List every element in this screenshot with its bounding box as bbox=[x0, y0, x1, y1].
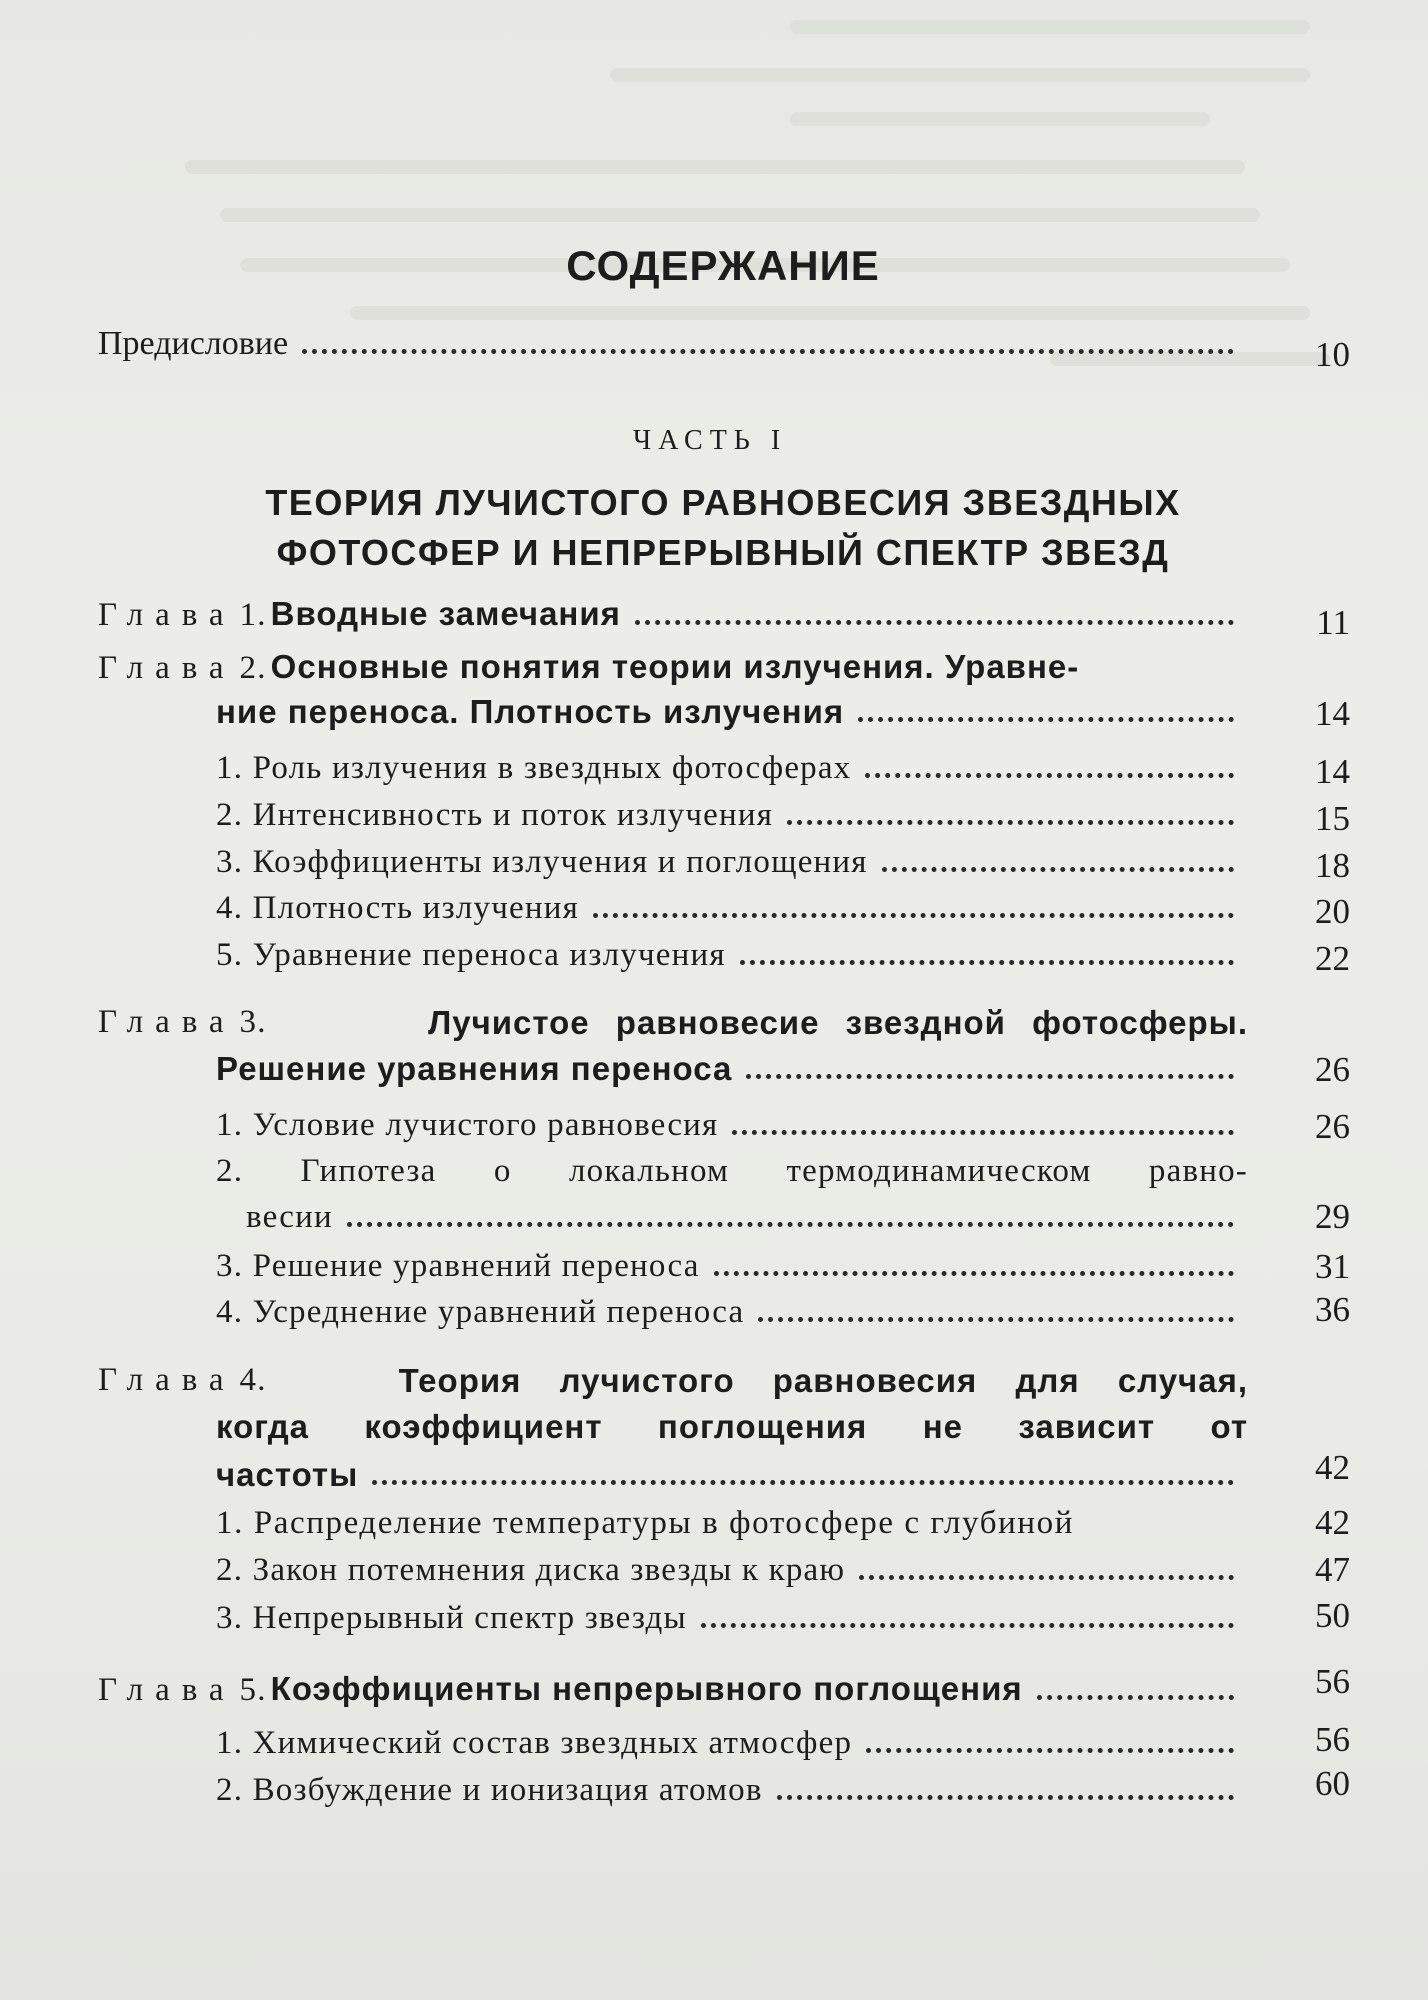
preface-label: Предисловие bbox=[98, 325, 289, 362]
dot-leader bbox=[859, 1575, 1234, 1580]
dot-leader bbox=[746, 1074, 1234, 1079]
chapter-2-line2 bbox=[216, 693, 1248, 731]
chapter-prefix: Глава bbox=[98, 1004, 236, 1040]
dot-leader bbox=[593, 913, 1234, 918]
section-page: 14 bbox=[1315, 752, 1350, 791]
section-title-line1: 2. Гипотеза о локальном термодинамическом равно- bbox=[216, 1153, 1248, 1189]
dot-leader bbox=[732, 1130, 1234, 1135]
dot-leader bbox=[714, 1271, 1234, 1276]
toc-entry-preface bbox=[98, 325, 1248, 363]
toc-section bbox=[216, 1153, 1248, 1190]
chapter-title-line3: частоты bbox=[216, 1456, 359, 1493]
chapter-prefix: Глава bbox=[98, 1672, 236, 1708]
section-page: 36 bbox=[1315, 1290, 1350, 1329]
section-title: 1. Роль излучения в звездных фотосферах bbox=[216, 750, 852, 786]
toc-section bbox=[216, 1772, 1248, 1809]
toc-section bbox=[216, 1600, 1248, 1637]
chapter-title-line2: ние переноса. Плотность излучения bbox=[216, 693, 845, 730]
toc-page bbox=[98, 0, 1348, 2000]
toc-section bbox=[216, 844, 1248, 881]
chapter-title-line2: Решение уравнения переноса bbox=[216, 1050, 733, 1087]
part-title-line2: ФОТОСФЕР И НЕПРЕРЫВНЫЙ СПЕКТР ЗВЕЗД bbox=[276, 532, 1170, 573]
section-page: 50 bbox=[1315, 1596, 1350, 1635]
section-title: 4. Усреднение уравнений переноса bbox=[216, 1294, 745, 1330]
chapter-title-line1: Теория лучистого равновесия для случая, bbox=[398, 1362, 1248, 1399]
toc-section bbox=[216, 1107, 1248, 1144]
section-page: 60 bbox=[1315, 1764, 1350, 1803]
section-title: 3. Коэффициенты излучения и поглощения bbox=[216, 844, 868, 880]
section-title: 2. Закон потемнения диска звезды к краю bbox=[216, 1552, 846, 1588]
toc-section bbox=[216, 1725, 1248, 1762]
toc-section-continuation bbox=[246, 1199, 1248, 1236]
chapter-4-page: 42 bbox=[1315, 1448, 1350, 1487]
chapter-3-line2 bbox=[216, 1050, 1248, 1088]
dot-leader bbox=[1037, 1695, 1234, 1700]
toc-section bbox=[216, 937, 1248, 974]
toc-section bbox=[216, 1552, 1248, 1589]
section-title: 1. Химический состав звездных атмосфер bbox=[216, 1725, 853, 1761]
dot-leader bbox=[635, 620, 1234, 625]
section-page: 47 bbox=[1315, 1550, 1350, 1589]
chapter-number: 5. bbox=[239, 1672, 267, 1708]
section-page: 15 bbox=[1315, 799, 1350, 838]
section-page: 26 bbox=[1315, 1107, 1350, 1146]
page-title: СОДЕРЖАНИЕ bbox=[566, 242, 880, 289]
toc-entry-chapter-4 bbox=[98, 1362, 1248, 1400]
chapter-number: 4. bbox=[239, 1362, 267, 1398]
section-title: 1. Условие лучистого равновесия bbox=[216, 1107, 719, 1143]
toc-entry-chapter-2 bbox=[98, 648, 1248, 687]
dot-leader bbox=[787, 820, 1234, 825]
section-page: 20 bbox=[1315, 892, 1350, 931]
preface-page: 10 bbox=[1315, 335, 1350, 374]
chapter-title: Коэффициенты непрерывного поглощения bbox=[270, 1670, 1023, 1707]
section-title-line2: весии bbox=[246, 1199, 333, 1235]
chapter-4-line3 bbox=[216, 1456, 1248, 1494]
toc-section bbox=[216, 890, 1248, 927]
dot-leader bbox=[758, 1317, 1234, 1322]
section-title: 2. Интенсивность и поток излучения bbox=[216, 797, 774, 833]
section-title: 3. Решение уравнений переноса bbox=[216, 1248, 700, 1284]
section-title: 2. Возбуждение и ионизация атомов bbox=[216, 1772, 763, 1808]
toc-section bbox=[216, 1248, 1248, 1285]
toc-section bbox=[216, 750, 1248, 787]
section-page: 31 bbox=[1315, 1247, 1350, 1286]
chapter-title: Вводные замечания bbox=[270, 595, 621, 632]
chapter-title-line1: Основные понятия теории излучения. Уравне- bbox=[270, 648, 1080, 685]
toc-entry-chapter-1 bbox=[98, 595, 1248, 634]
dot-leader bbox=[740, 960, 1234, 965]
section-page: 42 bbox=[1315, 1503, 1350, 1542]
dot-leader bbox=[882, 867, 1234, 872]
chapter-prefix: Глава bbox=[98, 597, 236, 633]
dot-leader bbox=[865, 773, 1234, 778]
dot-leader bbox=[866, 1748, 1234, 1753]
section-title: 4. Плотность излучения bbox=[216, 890, 579, 926]
section-page: 56 bbox=[1315, 1720, 1350, 1759]
chapter-number: 1. bbox=[239, 597, 267, 633]
chapter-title-line1: Лучистое равновесие звездной фотосферы. bbox=[428, 1004, 1248, 1041]
dot-leader bbox=[302, 349, 1234, 354]
dot-leader bbox=[777, 1795, 1234, 1800]
toc-section bbox=[216, 1294, 1248, 1331]
section-page: 22 bbox=[1315, 939, 1350, 978]
chapter-1-page: 11 bbox=[1316, 603, 1350, 642]
chapter-number: 2. bbox=[239, 650, 267, 686]
chapter-title-line2: когда коэффициент поглощения не зависит от bbox=[216, 1408, 1248, 1445]
section-page: 18 bbox=[1315, 846, 1350, 885]
toc-section bbox=[216, 797, 1248, 834]
chapter-number: 3. bbox=[239, 1004, 267, 1040]
dot-leader bbox=[701, 1623, 1234, 1628]
chapter-5-page: 56 bbox=[1315, 1662, 1350, 1701]
dot-leader bbox=[858, 717, 1234, 722]
dot-leader bbox=[347, 1222, 1234, 1227]
section-title: 3. Непрерывный спектр звезды bbox=[216, 1600, 687, 1636]
chapter-4-line2 bbox=[216, 1408, 1248, 1446]
toc-entry-chapter-3 bbox=[98, 1004, 1248, 1042]
toc-section bbox=[216, 1505, 1248, 1542]
section-title: 1. Распределение температуры в фотосфере с глубиной bbox=[216, 1505, 1074, 1541]
section-title: 5. Уравнение переноса излучения bbox=[216, 937, 726, 973]
chapter-prefix: Глава bbox=[98, 650, 236, 686]
chapter-2-page: 14 bbox=[1315, 694, 1350, 733]
section-page: 29 bbox=[1315, 1197, 1350, 1236]
toc-entry-chapter-5 bbox=[98, 1670, 1248, 1709]
chapter-prefix: Глава bbox=[98, 1362, 236, 1398]
dot-leader bbox=[372, 1480, 1234, 1485]
part-label: ЧАСТЬ I bbox=[633, 425, 788, 456]
chapter-3-page: 26 bbox=[1315, 1050, 1350, 1089]
part-title-line1: ТЕОРИЯ ЛУЧИСТОГО РАВНОВЕСИЯ ЗВЕЗДНЫХ bbox=[265, 482, 1181, 523]
